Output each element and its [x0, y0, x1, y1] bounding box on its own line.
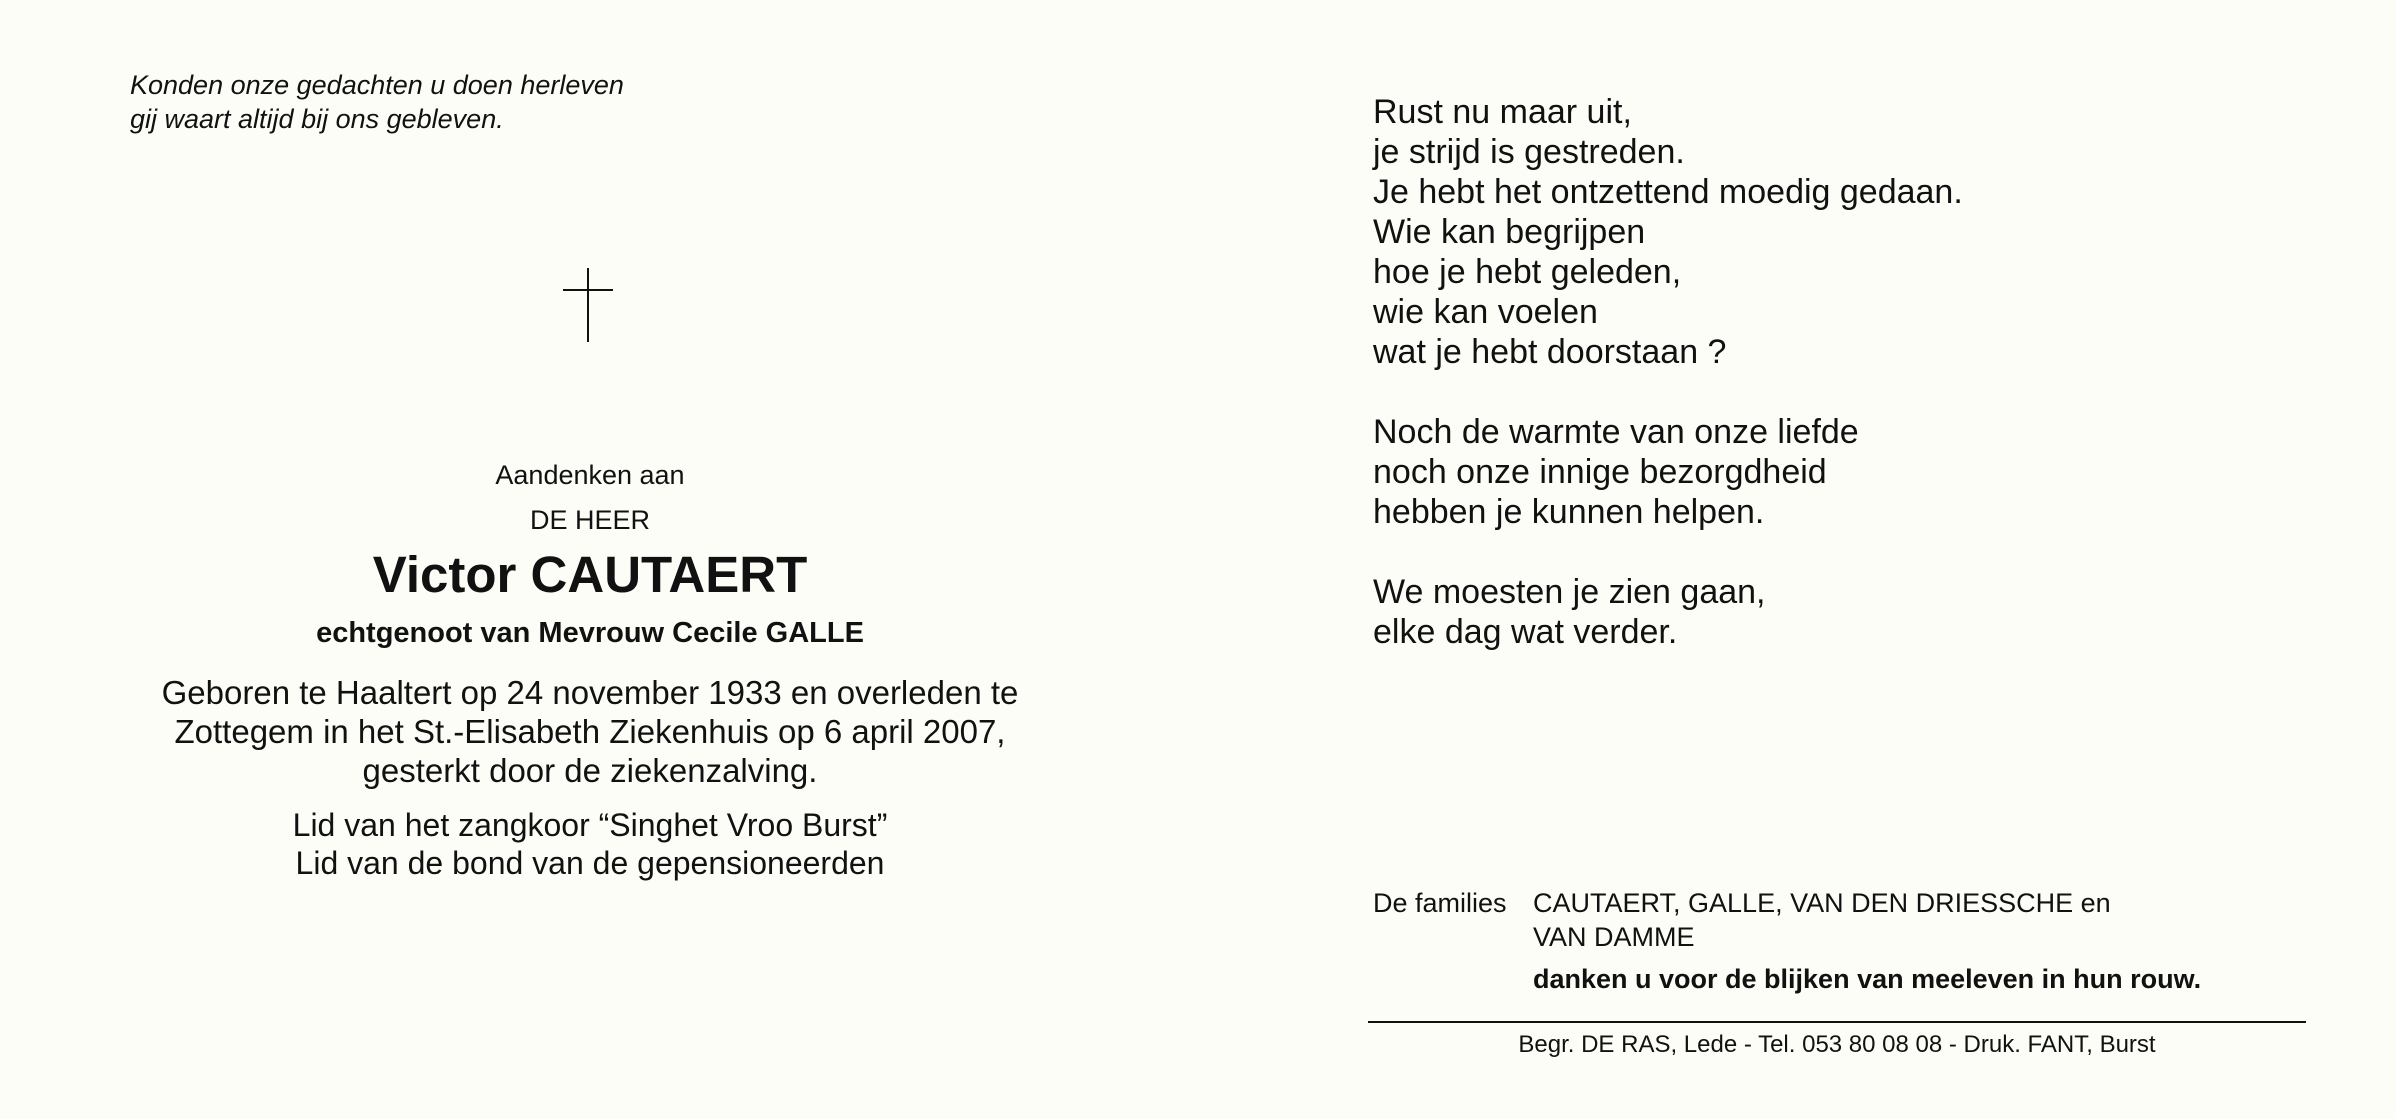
poem-line: Rust nu maar uit, — [1373, 93, 1632, 131]
printer-credit: Begr. DE RAS, Lede - Tel. 053 80 08 08 - Druk. FANT, Burst — [1518, 1031, 2156, 1058]
deceased-name: Victor CAUTAERT — [372, 546, 808, 603]
poem-line: hoe je hebt geleden, — [1373, 253, 1682, 291]
membership-line: Lid van de bond van de gepensioneerden — [295, 845, 885, 881]
spouse-line: echtgenoot van Mevrouw Cecile GALLE — [316, 617, 864, 649]
poem — [1373, 92, 1963, 692]
epigraph-line: gij waart altijd bij ons gebleven. — [130, 104, 504, 134]
poem-line: hebben je kunnen helpen. — [1373, 493, 1765, 531]
biography — [110, 673, 1070, 790]
biography-line: Geboren te Haaltert op 24 november 1933 en overleden te — [161, 674, 1019, 711]
poem-line: We moesten je zien gaan, — [1373, 573, 1766, 611]
poem-line: wie kan voelen — [1373, 293, 1598, 331]
poem-line: wat je hebt doorstaan ? — [1373, 333, 1727, 371]
thanks-line: danken u voor de blijken van meeleven in hun rouw. — [1533, 964, 2202, 994]
family-names-line: VAN DAMME — [1533, 922, 1695, 952]
membership-line: Lid van het zangkoor “Singhet Vroo Burst” — [292, 807, 888, 843]
poem-line: elke dag wat verder. — [1373, 613, 1678, 651]
poem-line: Noch de warmte van onze liefde — [1373, 413, 1859, 451]
biography-line: Zottegem in het St.-Elisabeth Ziekenhuis op 6 april 2007, — [174, 713, 1006, 750]
honorific: DE HEER — [529, 505, 651, 535]
cross-icon — [563, 268, 613, 342]
family-names-line: CAUTAERT, GALLE, VAN DEN DRIESSCHE en — [1533, 888, 2111, 918]
poem-line: Je hebt het ontzettend moedig gedaan. — [1373, 173, 1963, 211]
epigraph-line: Konden onze gedachten u doen herleven — [130, 70, 624, 100]
remembrance-heading: Aandenken aan — [495, 460, 685, 490]
poem-stanza — [1373, 412, 1963, 532]
memberships — [110, 806, 1070, 882]
poem-line: je strijd is gestreden. — [1373, 133, 1685, 171]
family-names — [1533, 886, 2233, 954]
poem-line: noch onze innige bezorgdheid — [1373, 453, 1827, 491]
epigraph — [130, 68, 624, 136]
biography-line: gesterkt door de ziekenzalving. — [362, 752, 818, 789]
families-label: De families — [1373, 888, 1507, 918]
divider — [1368, 1021, 2306, 1023]
poem-line: Wie kan begrijpen — [1373, 213, 1646, 251]
poem-stanza — [1373, 572, 1963, 652]
poem-stanza — [1373, 92, 1963, 372]
